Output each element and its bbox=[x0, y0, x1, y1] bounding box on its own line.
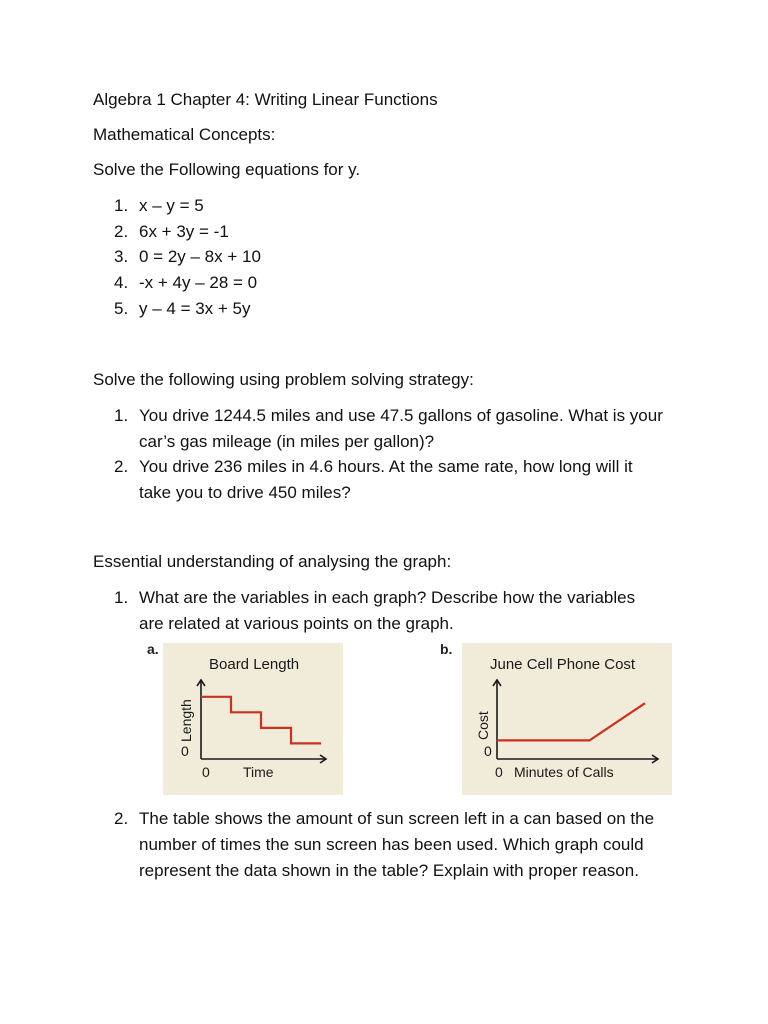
x-origin-label: 0 bbox=[202, 764, 210, 780]
equation-number: 1. bbox=[114, 196, 129, 215]
y-axis-label: Cost bbox=[475, 711, 491, 740]
problem-item: You drive 236 miles in 4.6 hours. At the same rate, how long will it take you to drive 450 miles? bbox=[139, 457, 633, 502]
x-axis-label: Minutes of Calls bbox=[514, 764, 614, 780]
equation-item: -x + 4y – 28 = 0 bbox=[139, 273, 258, 292]
y-origin-label: 0 bbox=[181, 743, 189, 759]
figure-letter: b. bbox=[440, 641, 453, 657]
equation-number: 2. bbox=[114, 222, 129, 241]
strategy-heading: Solve the following using problem solving strategy: bbox=[93, 370, 474, 389]
graph-question-number: 2. bbox=[114, 809, 129, 828]
graph-question-item: What are the variables in each graph? Describe how the variables are related at various points on the graph. bbox=[139, 588, 636, 633]
series-line bbox=[497, 703, 645, 740]
x-axis-label: Time bbox=[243, 764, 274, 780]
problem-item: You drive 1244.5 miles and use 47.5 gallons of gasoline. What is your car’s gas mileage (in miles per gallon)? bbox=[139, 406, 663, 451]
equation-item: x – y = 5 bbox=[139, 196, 204, 215]
graph-heading: Essential understanding of analysing the graph: bbox=[93, 552, 452, 571]
problem-number: 1. bbox=[114, 406, 129, 425]
chart-title: June Cell Phone Cost bbox=[490, 656, 636, 673]
equation-item: y – 4 = 3x + 5y bbox=[139, 299, 251, 318]
equation-item: 0 = 2y – 8x + 10 bbox=[139, 247, 261, 266]
problem-number: 2. bbox=[114, 457, 129, 476]
chart-title: Board Length bbox=[209, 656, 300, 673]
x-origin-label: 0 bbox=[495, 764, 503, 780]
graph-question-item: The table shows the amount of sun screen left in a can based on the number of times the sun screen has been used. Which graph could represent the data shown in the table? Explain with proper reason. bbox=[139, 809, 655, 880]
equation-item: 6x + 3y = -1 bbox=[139, 222, 229, 241]
equation-number: 3. bbox=[114, 247, 129, 266]
equation-number: 4. bbox=[114, 273, 129, 292]
concepts-heading: Mathematical Concepts: bbox=[93, 125, 276, 144]
document-title: Algebra 1 Chapter 4: Writing Linear Functions bbox=[93, 90, 438, 109]
y-origin-label: 0 bbox=[484, 743, 492, 759]
equation-number: 5. bbox=[114, 299, 129, 318]
solve-heading: Solve the Following equations for y. bbox=[93, 160, 361, 179]
y-axis-label: Length bbox=[178, 699, 194, 742]
graph-question-number: 1. bbox=[114, 588, 129, 607]
figure-letter: a. bbox=[147, 641, 159, 657]
